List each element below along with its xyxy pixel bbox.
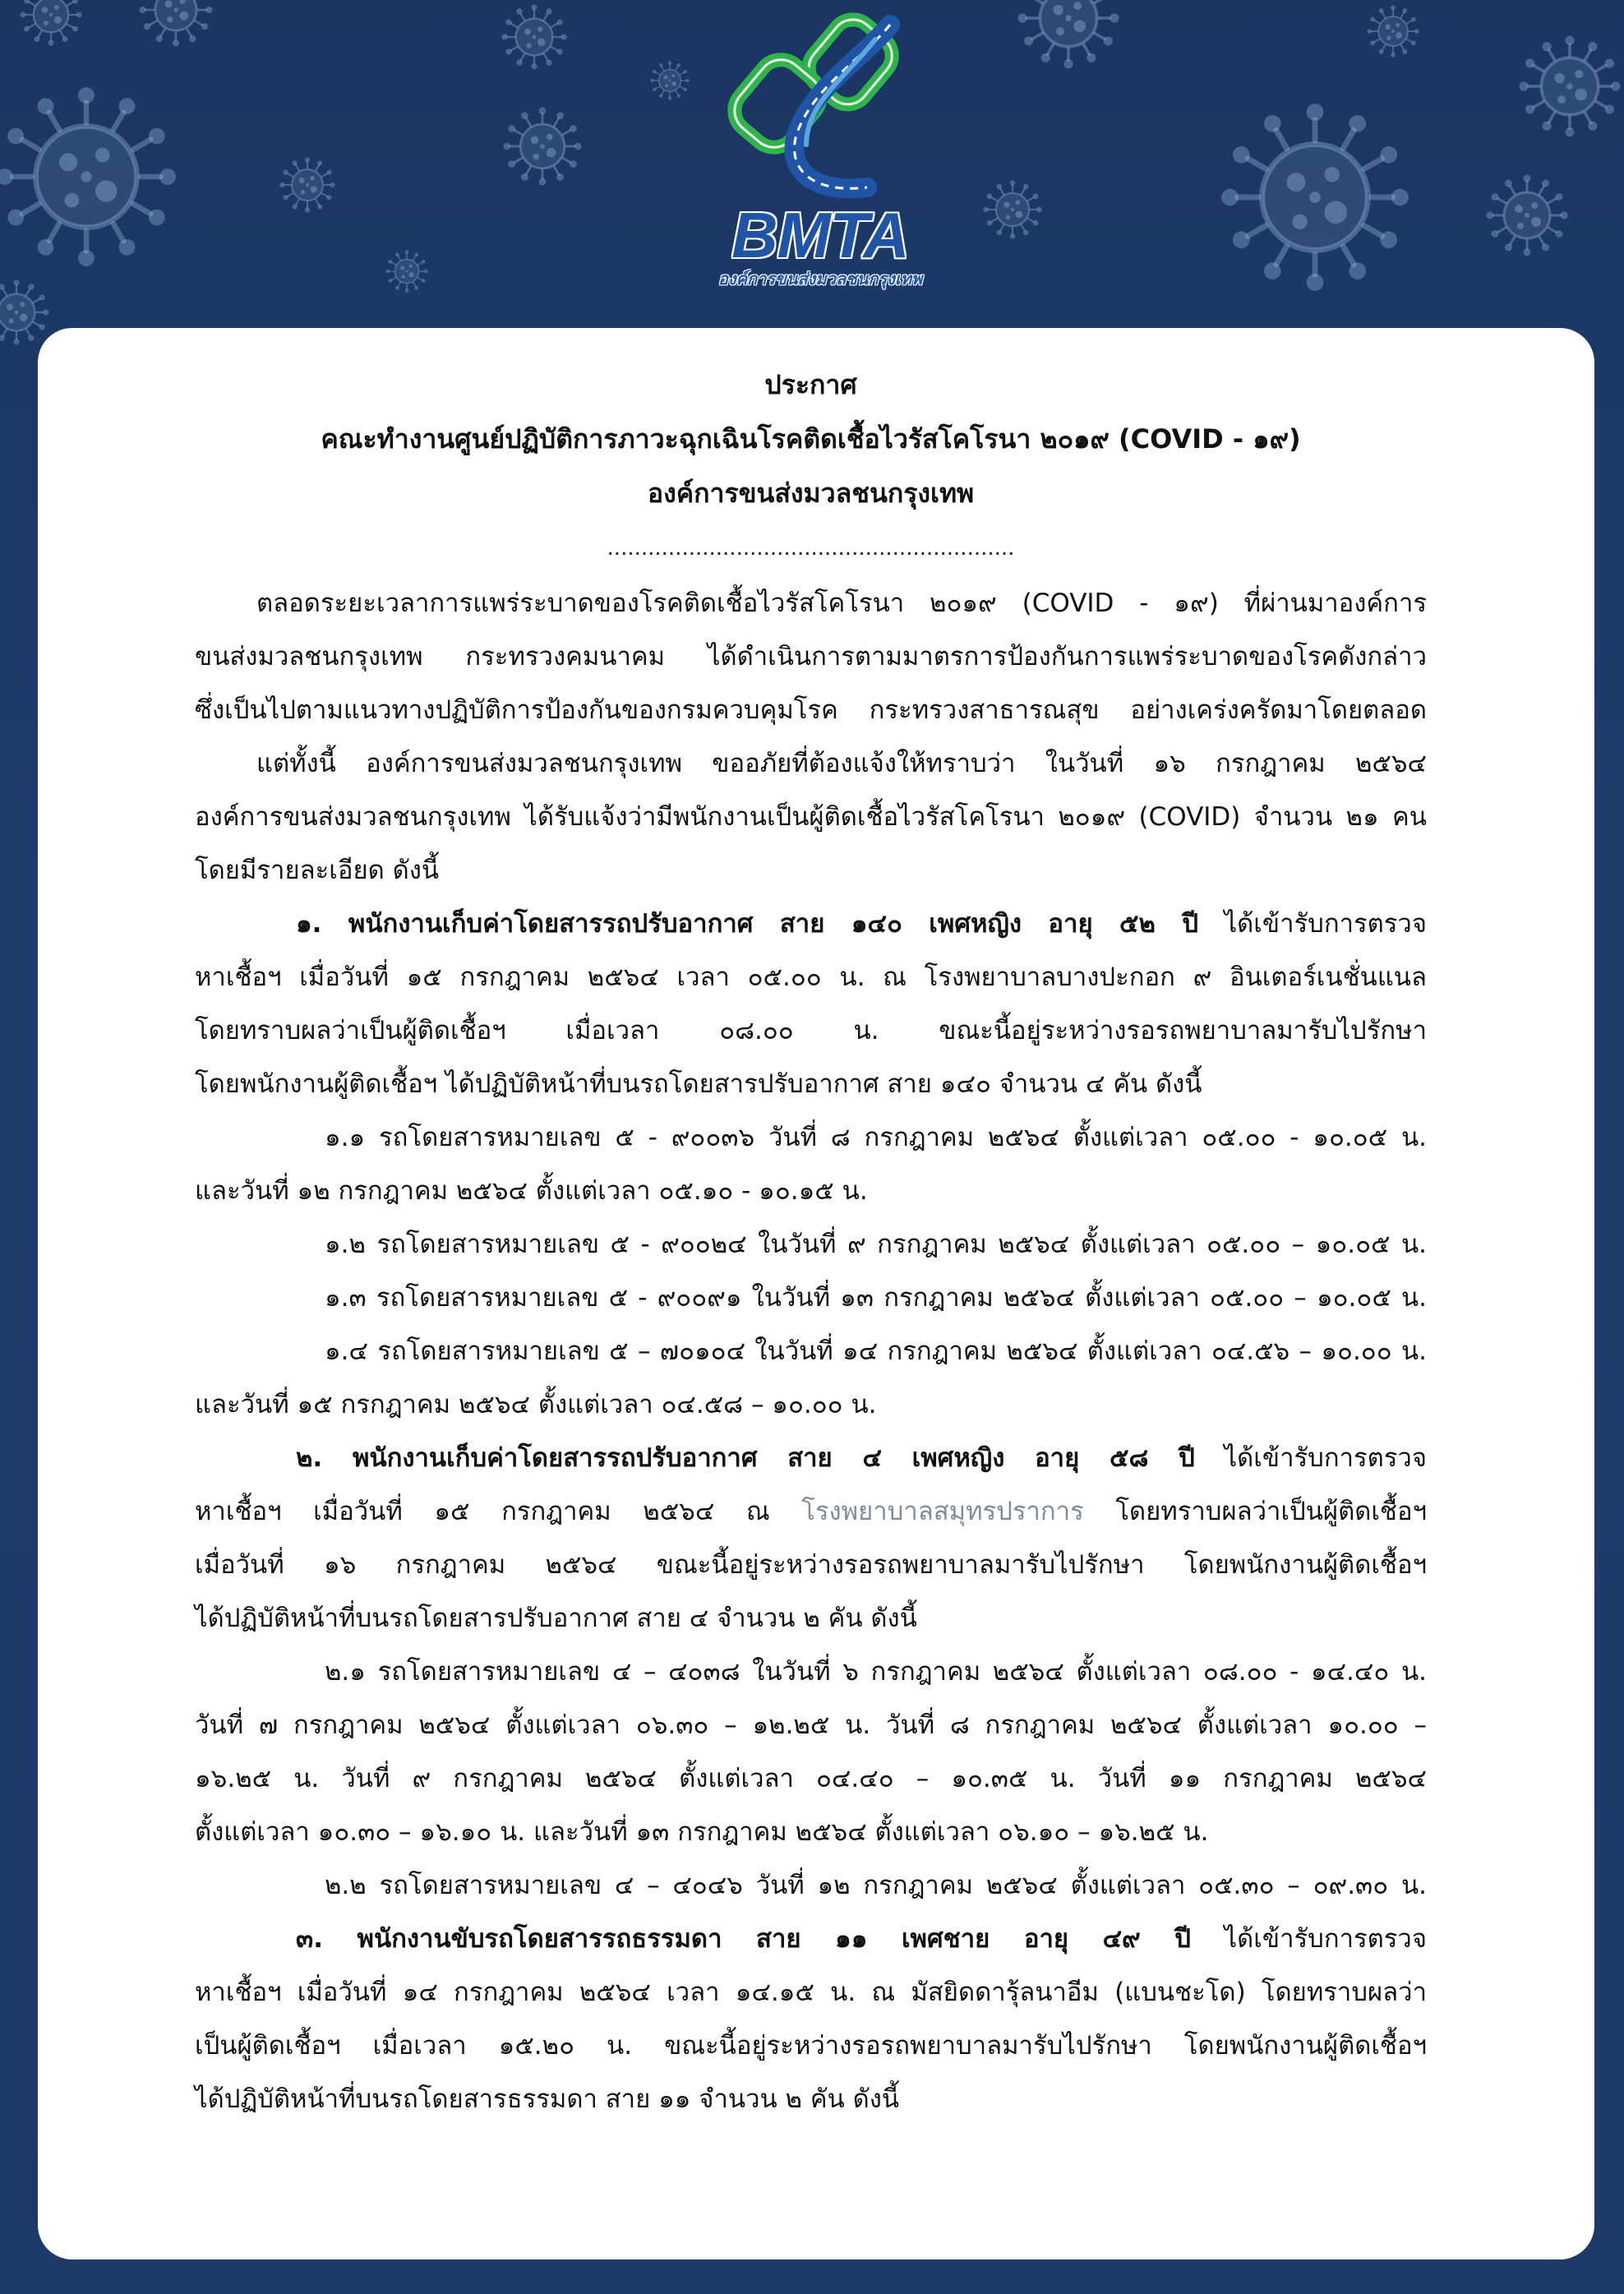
virus-decoration — [1367, 5, 1419, 57]
case-2-heading-rest: ได้เข้ารับการตรวจ — [1194, 1443, 1428, 1473]
case-1-vehicle-line: และวันที่ ๑๒ กรกฎาคม ๒๕๖๔ ตั้งแต่เวลา ๐๕.๑๐ - ๑๐.๑๕ น. — [195, 1176, 868, 1206]
virus-decoration — [1018, 0, 1119, 68]
virus-decoration — [503, 107, 581, 185]
case-3-heading: ๓. พนักงานขับรถโดยสารรถธรรมดา สาย ๑๑ เพศชาย อายุ ๔๙ ปี — [296, 1924, 1191, 1954]
case-1-heading: ๑. พนักงานเก็บค่าโดยสารรถปรับอากาศ สาย ๑๔๐ เพศหญิง อายุ ๕๒ ปี — [296, 909, 1199, 939]
case-1-line: หาเชื้อฯ เมื่อวันที่ ๑๕ กรกฎาคม ๒๕๖๔ เวลา ๐๕.๐๐ น. ณ โรงพยาบาลบางปะกอก ๙ อินเตอร์เนชั่นแนล — [195, 962, 1427, 992]
case-1-vehicle-line: ๑.๔ รถโดยสารหมายเลข ๕ – ๗๐๑๐๔ ในวันที่ ๑๔ กรกฎาคม ๒๕๖๔ ตั้งแต่เวลา ๐๔.๕๖ – ๑๐.๐๐ น. — [325, 1336, 1427, 1366]
case-1-vehicle-line: ๑.๓ รถโดยสารหมายเลข ๕ - ๙๐๐๙๑ ในวันที่ ๑๓ กรกฎาคม ๒๕๖๔ ตั้งแต่เวลา ๐๕.๐๐ – ๑๐.๐๕ น. — [325, 1283, 1427, 1313]
bmta-logo — [699, 8, 942, 296]
case-1-vehicle-line: ๑.๒ รถโดยสารหมายเลข ๕ - ๙๐๐๒๔ ในวันที่ ๙ กรกฎาคม ๒๕๖๔ ตั้งแต่เวลา ๐๕.๐๐ – ๑๐.๐๕ น. — [325, 1230, 1427, 1259]
committee-title: คณะทำงานศูนย์ปฏิบัติการภาวะฉุกเฉินโรคติดเชื้อไวรัสโคโรนา ๒๐๑๙ (COVID - ๑๙) — [321, 423, 1301, 455]
virus-decoration — [1520, 36, 1621, 137]
virus-decoration — [501, 4, 566, 69]
case-2-heading: ๒. พนักงานเก็บค่าโดยสารรถปรับอากาศ สาย ๔ เพศหญิง อายุ ๕๘ ปี — [296, 1443, 1195, 1473]
virus-decoration — [1221, 104, 1409, 291]
case-1-vehicle-line: ๑.๑ รถโดยสารหมายเลข ๕ - ๙๐๐๓๖ วันที่ ๘ กรกฎาคม ๒๕๖๔ ตั้งแต่เวลา ๐๕.๐๐ - ๑๐.๐๕ น. — [325, 1123, 1427, 1152]
case-3-line: ได้ปฏิบัติหน้าที่บนรถโดยสารธรรมดา สาย ๑๑ จำนวน ๒ คัน ดังนี้ — [195, 2084, 900, 2114]
case-2-hospital-before: หาเชื้อฯ เมื่อวันที่ ๑๕ กรกฎาคม ๒๕๖๔ ณ — [195, 1497, 802, 1526]
bmta-logo-icon — [721, 12, 918, 209]
case-3-heading-line — [195, 1913, 1427, 1966]
case-1-line: โดยพนักงานผู้ติดเชื้อฯ ได้ปฏิบัติหน้าที่บนรถโดยสารปรับอากาศ สาย ๑๔๐ จำนวน ๔ คัน ดังนี้ — [195, 1069, 1202, 1099]
case-3-heading-rest: ได้เข้ารับการตรวจ — [1190, 1924, 1428, 1954]
logo-subtitle: องค์การขนส่งมวลชนกรุงเทพ — [717, 269, 923, 288]
case-1-heading-rest: ได้เข้ารับการตรวจ — [1198, 909, 1428, 939]
announcement-card — [38, 328, 1594, 2259]
virus-decoration — [983, 180, 1041, 238]
intro-line: ตลอดระยะเวลาการแพร่ระบาดของโรคติดเชื้อไวรัสโคโรนา ๒๐๑๙ (COVID - ๑๙) ที่ผ่านมาองค์การ — [256, 589, 1427, 618]
virus-decoration — [279, 157, 334, 212]
case-2-vehicle-line: วันที่ ๗ กรกฎาคม ๒๕๖๔ ตั้งแต่เวลา ๐๖.๓๐ – ๑๒.๒๕ น. วันที่ ๘ กรกฎาคม ๒๕๖๔ ตั้งแต่เวลา ๑๐.๐๐ – — [195, 1710, 1427, 1740]
case-3-line: หาเชื้อฯ เมื่อวันที่ ๑๔ กรกฎาคม ๒๕๖๔ เวลา ๑๔.๑๕ น. ณ มัสยิดดารุ้ลนาอีม (แบนชะโด) โดยทราบผลว่า — [195, 1978, 1427, 2007]
virus-decoration — [650, 61, 690, 100]
case-2-vehicle-line: ตั้งแต่เวลา ๑๐.๓๐ – ๑๖.๑๐ น. และวันที่ ๑๓ กรกฎาคม ๒๕๖๔ ตั้งแต่เวลา ๐๖.๑๐ – ๑๖.๒๕ น. — [195, 1817, 1209, 1847]
case-2-vehicle-line: ๒.๒ รถโดยสารหมายเลข ๔ – ๔๐๔๖ วันที่ ๑๒ กรกฎาคม ๒๕๖๔ ตั้งแต่เวลา ๐๕.๓๐ – ๐๙.๓๐ น. — [325, 1871, 1427, 1900]
organization-title: องค์การขนส่งมวลชนกรุงเทพ — [647, 478, 975, 509]
case-3-line: เป็นผู้ติดเชื้อฯ เมื่อเวลา ๑๕.๒๐ น. ขณะนี้อยู่ระหว่างรอรถพยาบาลมารับไปรักษา โดยพนักงานผู้ติดเชื้อฯ — [195, 2031, 1427, 2061]
announcement-heading: ประกาศ — [764, 369, 857, 400]
case-2-vehicle-line: ๑๖.๒๕ น. วันที่ ๙ กรกฎาคม ๒๕๖๔ ตั้งแต่เวลา ๐๔.๔๐ – ๑๐.๓๕ น. วันที่ ๑๑ กรกฎาคม ๒๕๖๔ — [195, 1764, 1427, 1793]
case-2-hospital-name: โรงพยาบาลสมุทรปราการ — [801, 1497, 1084, 1526]
virus-decoration — [20, 0, 81, 46]
virus-decoration — [0, 87, 176, 266]
case-1-heading-line — [195, 898, 1427, 951]
case-1-line: โดยทราบผลว่าเป็นผู้ติดเชื้อฯ เมื่อเวลา ๐๘.๐๐ น. ขณะนี้อยู่ระหว่างรอรถพยาบาลมารับไปรักษา — [195, 1016, 1427, 1045]
logo-brand-text: BMTA — [731, 199, 909, 271]
case-1-vehicle-line: และวันที่ ๑๕ กรกฎาคม ๒๕๖๔ ตั้งแต่เวลา ๐๔.๕๘ – ๑๐.๐๐ น. — [195, 1390, 877, 1419]
notice-line: แต่ทั้งนี้ องค์การขนส่งมวลชนกรุงเทพ ขออภัยที่ต้องแจ้งให้ทราบว่า ในวันที่ ๑๖ กรกฎาคม ๒๕๖๔ — [256, 749, 1427, 778]
intro-line: ขนส่งมวลชนกรุงเทพ กระทรวงคมนาคม ได้ดำเนินการตามมาตรการป้องกันการแพร่ระบาดของโรคดังกล่าว — [195, 642, 1427, 672]
case-2-vehicle-line: ๒.๑ รถโดยสารหมายเลข ๔ – ๔๐๓๘ ในวันที่ ๖ กรกฎาคม ๒๕๖๔ ตั้งแต่เวลา ๐๘.๐๐ - ๑๔.๔๐ น. — [325, 1657, 1427, 1687]
virus-decoration — [385, 250, 427, 292]
case-2-line: เมื่อวันที่ ๑๖ กรกฎาคม ๒๕๖๔ ขณะนี้อยู่ระหว่างรอรถพยาบาลมารับไปรักษา โดยพนักงานผู้ติดเชื้อฯ — [195, 1550, 1427, 1580]
virus-decoration — [0, 279, 49, 344]
virus-decoration — [139, 0, 212, 47]
case-2-line: ได้ปฏิบัติหน้าที่บนรถโดยสารปรับอากาศ สาย ๔ จำนวน ๒ คัน ดังนี้ — [195, 1604, 917, 1633]
case-2-hospital-after: โดยทราบผลว่าเป็นผู้ติดเชื้อฯ — [1083, 1497, 1427, 1526]
dotted-separator: ............................................................ — [607, 536, 1015, 561]
intro-line: ซึ่งเป็นไปตามแนวทางปฏิบัติการป้องกันของกรมควบคุมโรค กระทรวงสาธารณสุข อย่างเคร่งครัดมาโดยตลอด — [195, 695, 1427, 725]
notice-line: โดยมีรายละเอียด ดังนี้ — [195, 856, 440, 885]
notice-line: องค์การขนส่งมวลชนกรุงเทพ ได้รับแจ้งว่ามีพนักงานเป็นผู้ติดเชื้อไวรัสโคโรนา ๒๐๑๙ (COVID) จำนวน ๒๑ คน — [195, 802, 1427, 832]
virus-decoration — [1487, 175, 1568, 256]
case-2-hospital-line — [195, 1485, 1427, 1539]
case-2-heading-line — [195, 1432, 1427, 1485]
